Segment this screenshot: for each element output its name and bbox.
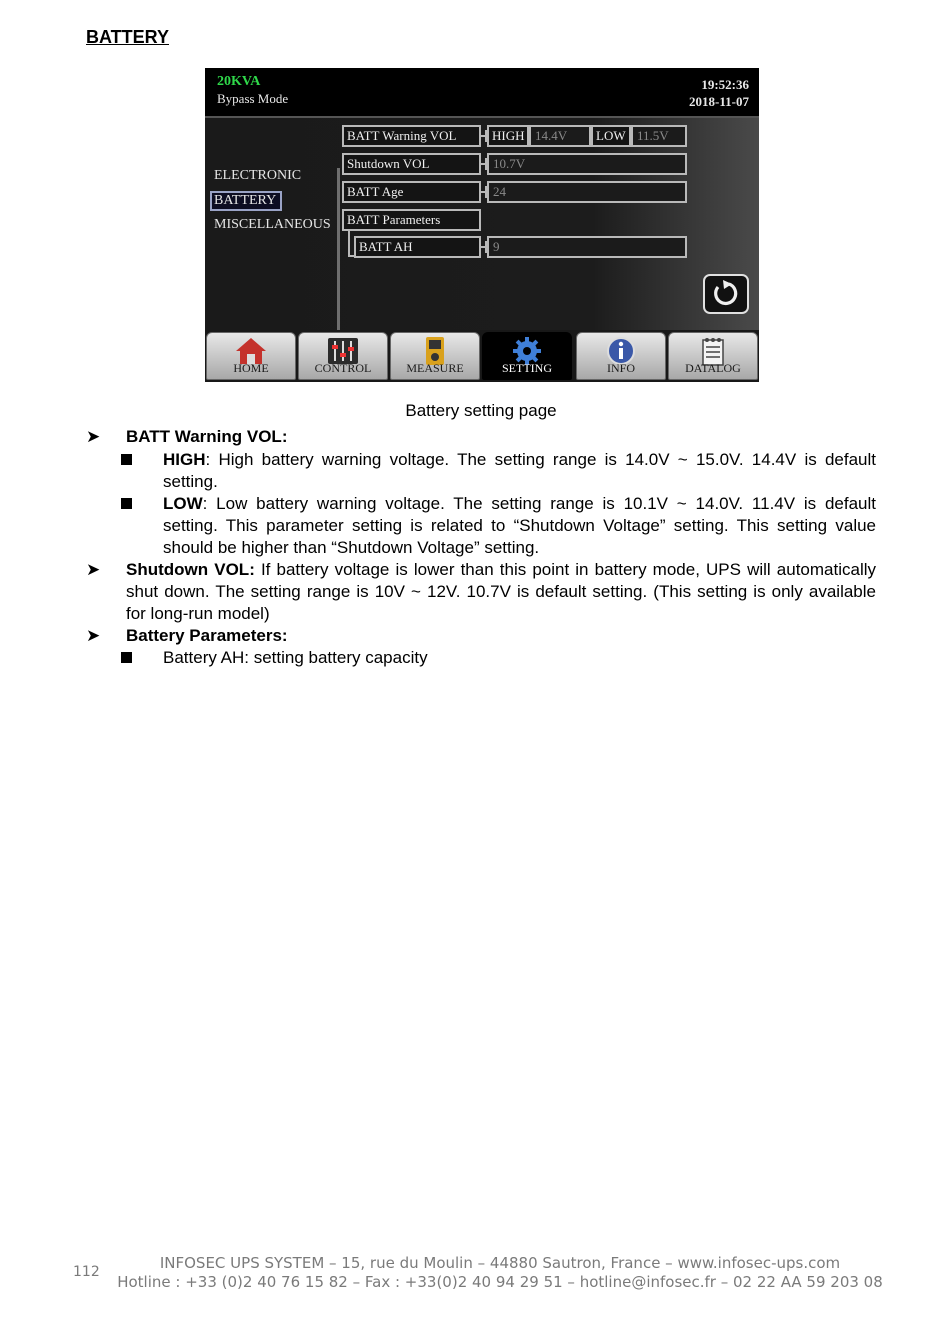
high-value-field[interactable]: 14.4V (529, 125, 591, 147)
low-label: LOW (591, 125, 631, 147)
arrow-bullet-icon: ➤ (86, 626, 101, 645)
high-description (163, 449, 876, 493)
nav-control-label: CONTROL (314, 361, 372, 375)
high-text: : High battery warning voltage. The setting range is 14.0V ~ 15.0V. 14.4V is default setting. (163, 450, 876, 491)
low-term: LOW (163, 494, 203, 513)
batt-warning-title: BATT Warning VOL: (126, 427, 288, 446)
batt-warning-vol-label: BATT Warning VOL (342, 125, 481, 147)
ups-mode: Bypass Mode (217, 91, 289, 106)
figure-caption: Battery setting page (405, 401, 557, 420)
footer-address: INFOSEC UPS SYSTEM – 15, rue du Moulin – 44880 Sautron, France – www.infosec-ups.com (159, 1254, 841, 1272)
square-bullet-icon (121, 454, 132, 465)
batt-parameters-label[interactable]: BATT Parameters (342, 209, 481, 231)
batt-age-field[interactable]: 24 (487, 181, 687, 203)
lcd-time: 19:52:36 (701, 77, 749, 92)
shutdown-description (126, 559, 876, 625)
battery-parameters-title: Battery Parameters: (126, 626, 288, 645)
footer-contact: Hotline : +33 (0)2 40 76 15 82 – Fax : +33(0)2 40 94 29 51 – hotline@infosec.fr – 02 22 AA 59 203 08 (117, 1273, 883, 1291)
nav-setting-label: SETTING (502, 361, 552, 375)
shutdown-text: If battery voltage is lower than this point in battery mode, UPS will automatically shut down. The setting range is 10V ~ 12V. 10.7V is default setting. (This setting is only available for long-run model) (126, 560, 876, 623)
high-term: HIGH (163, 450, 206, 469)
lcd-nav-bar (205, 330, 759, 382)
low-value-field[interactable]: 11.5V (631, 125, 687, 147)
low-description (163, 493, 876, 559)
batt-age-label: BATT Age (342, 181, 481, 203)
menu-item-electronic[interactable]: ELECTRONIC (214, 168, 302, 183)
battery-ah-description: Battery AH: setting battery capacity (163, 648, 428, 667)
arrow-bullet-icon: ➤ (86, 560, 101, 579)
nav-datalog-label: DATALOG (685, 361, 741, 375)
lcd-settings-panel (205, 118, 759, 330)
menu-item-battery[interactable]: BATTERY (210, 191, 282, 211)
shutdown-vol-field[interactable]: 10.7V (487, 153, 687, 175)
nav-control-button[interactable] (298, 332, 388, 380)
shutdown-vol-label: Shutdown VOL (342, 153, 481, 175)
nav-home-label: HOME (233, 361, 269, 375)
nav-info-label: INFO (606, 361, 635, 375)
lcd-date: 2018-11-07 (689, 94, 749, 109)
nav-measure-label: MEASURE (406, 361, 464, 375)
nav-home-button[interactable] (206, 332, 296, 380)
arrow-bullet-icon: ➤ (86, 427, 101, 446)
tree-connector (348, 231, 350, 257)
nav-measure-button[interactable] (390, 332, 480, 380)
low-text: : Low battery warning voltage. The setting range is 10.1V ~ 14.0V. 11.4V is default setting. This parameter setting is related to “Shutdown Voltage” setting. This setting value should be higher than “Shutdown Voltage” setting. (163, 494, 876, 557)
page-number: 112 (73, 1264, 100, 1280)
high-label: HIGH (487, 125, 529, 147)
nav-info-button[interactable] (576, 332, 666, 380)
batt-ah-field[interactable]: 9 (487, 236, 687, 258)
lcd-screenshot (205, 68, 759, 382)
square-bullet-icon (121, 652, 132, 663)
ups-model: 20KVA (217, 74, 261, 89)
lcd-status-bar (205, 68, 759, 118)
square-bullet-icon (121, 498, 132, 509)
refresh-button[interactable] (703, 274, 749, 314)
shutdown-term: Shutdown VOL: (126, 560, 255, 579)
refresh-icon (705, 276, 747, 312)
section-heading: BATTERY (86, 27, 169, 47)
menu-item-miscellaneous[interactable]: MISCELLANEOUS (214, 217, 331, 232)
batt-ah-label: BATT AH (354, 236, 481, 258)
nav-datalog-button[interactable] (668, 332, 758, 380)
nav-setting-button[interactable] (482, 332, 572, 380)
